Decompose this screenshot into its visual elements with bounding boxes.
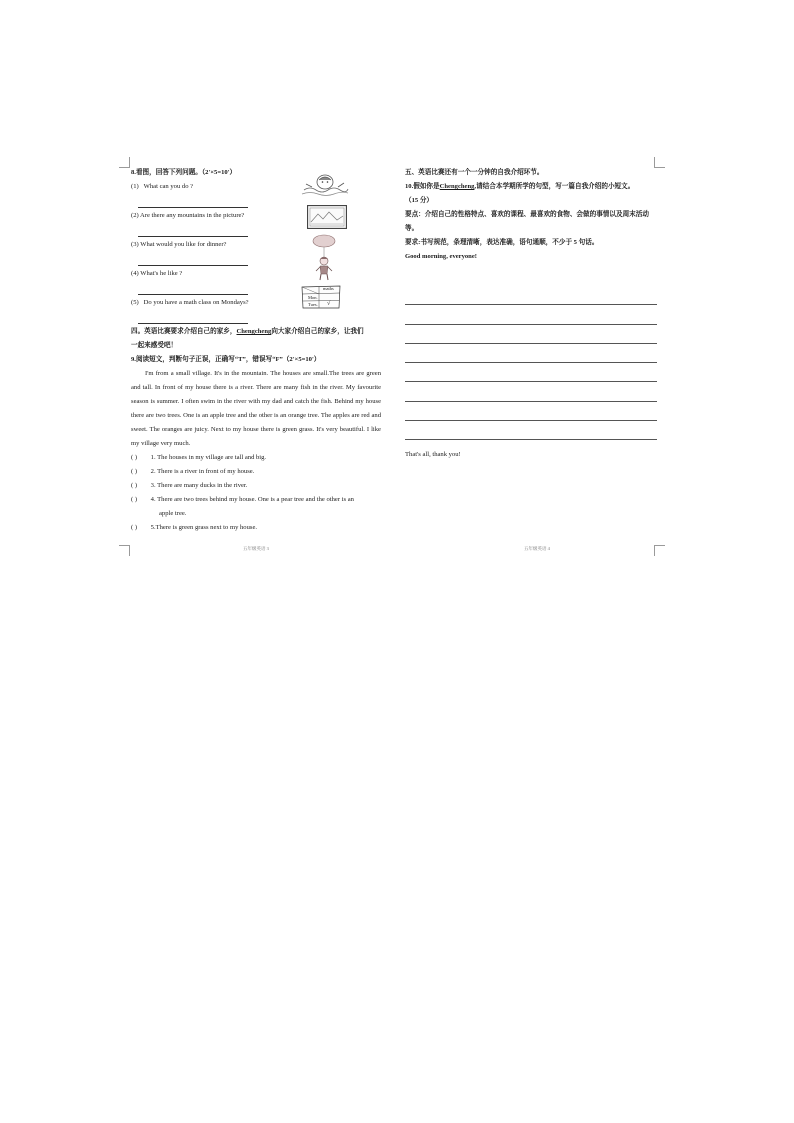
reading-passage: I'm from a small village. It's in the mountain. The houses are small.The trees are green and tall. In front of my house there is a river. There are many fish in the river. My favourite season is summer. I often swim in the river with my dad and catch the fish. Behind my house there are two trees. One is an apple tree and the other is an orange tree. The apples are red and sweet. The oranges are juicy. Next to my house there is green grass. It's very beautiful. I like my village very much.	[131, 370, 381, 447]
answer-line-5[interactable]	[138, 310, 248, 324]
writing-line-8[interactable]	[405, 421, 657, 440]
writing-line-5[interactable]	[405, 363, 657, 382]
tf-item-1: ( ) 1. The houses in my village are tall and big.	[131, 454, 267, 461]
timetable-picture	[301, 285, 341, 309]
right-page-content	[405, 166, 657, 462]
closing: That's all, thank you!	[405, 451, 461, 459]
writing-line-1[interactable]	[405, 286, 657, 305]
timetable-row-tues: Tues.	[308, 302, 318, 307]
question-3: (3) What would you like for dinner?	[131, 241, 227, 248]
answer-line-2[interactable]	[138, 223, 248, 237]
writing-line-7[interactable]	[405, 402, 657, 421]
key-points: 要点：介绍自己的性格特点、喜欢的课程、最喜欢的食物、会做的事情以及周末活动等。	[405, 211, 649, 232]
answer-line-1[interactable]	[138, 194, 248, 208]
swimming-boy-picture	[300, 172, 350, 200]
answer-line-3[interactable]	[138, 252, 248, 266]
section-5-title: 五、英语比赛还有一个一分钟的自我介绍环节。	[405, 169, 544, 176]
tf-item-3: ( ) 3. There are many ducks in the river.	[131, 482, 248, 489]
crop-mark-top-left	[119, 157, 130, 168]
question-10-prompt: 10.假如你是Chengcheng,请结合本学期所学的句型，写一篇自我介绍的小短文。	[405, 183, 635, 190]
writing-line-3[interactable]	[405, 325, 657, 344]
question-5: (5) Do you have a math class on Mondays?	[131, 299, 249, 306]
tf-item-4: ( ) 4. There are two trees behind my house. One is a pear tree and the other is an	[131, 496, 354, 503]
boy-with-balloon-picture	[309, 233, 339, 281]
check-mark-icon: √	[327, 301, 331, 307]
section-4-instruction-cont: 一起来感受吧！	[131, 342, 178, 349]
question-1: (1) What can you do ?	[131, 183, 194, 190]
tf-item-4-continued: apple tree.	[159, 510, 187, 517]
timetable-col-header: maths	[323, 286, 334, 291]
mountains-picture	[307, 205, 347, 229]
question-4: (4) What's he like ?	[131, 270, 183, 277]
section-8-title: 8.看图，回答下列问题。（2'×5=10'）	[131, 169, 237, 176]
timetable-row-mon: Mon.	[308, 294, 318, 300]
writing-line-4[interactable]	[405, 344, 657, 363]
writing-line-2[interactable]	[405, 305, 657, 324]
tf-item-5: ( ) 5.There is green grass next to my house.	[131, 524, 258, 531]
crop-mark-bottom-left	[119, 545, 130, 556]
writing-line-6[interactable]	[405, 382, 657, 401]
question-2: (2) Are there any mountains in the picture?	[131, 212, 245, 219]
requirements: 要求:书写规范，条理清晰，表达准确，语句通顺，不少于 5 句话。	[405, 239, 599, 246]
tf-item-2: ( ) 2. There is a river in front of my house.	[131, 468, 255, 475]
question-10-points: （15 分）	[405, 197, 434, 204]
section-4-instruction: 四。英语比赛要求介绍自己的家乡，Chengcheng向大家介绍自己的家乡，让我们	[131, 328, 364, 335]
timetable-grid	[301, 285, 341, 309]
crop-mark-bottom-right	[654, 545, 665, 556]
answer-line-4[interactable]	[138, 281, 248, 295]
greeting: Good morning, everyone!	[405, 253, 477, 260]
section-9-title: 9.阅读短文，判断句子正误，正确写“T”，错误写“F”（2'×5=10'）	[131, 356, 321, 363]
page-footer-right: 五年级英语 4	[524, 546, 550, 551]
page-footer-left: 五年级英语 3	[243, 546, 269, 551]
